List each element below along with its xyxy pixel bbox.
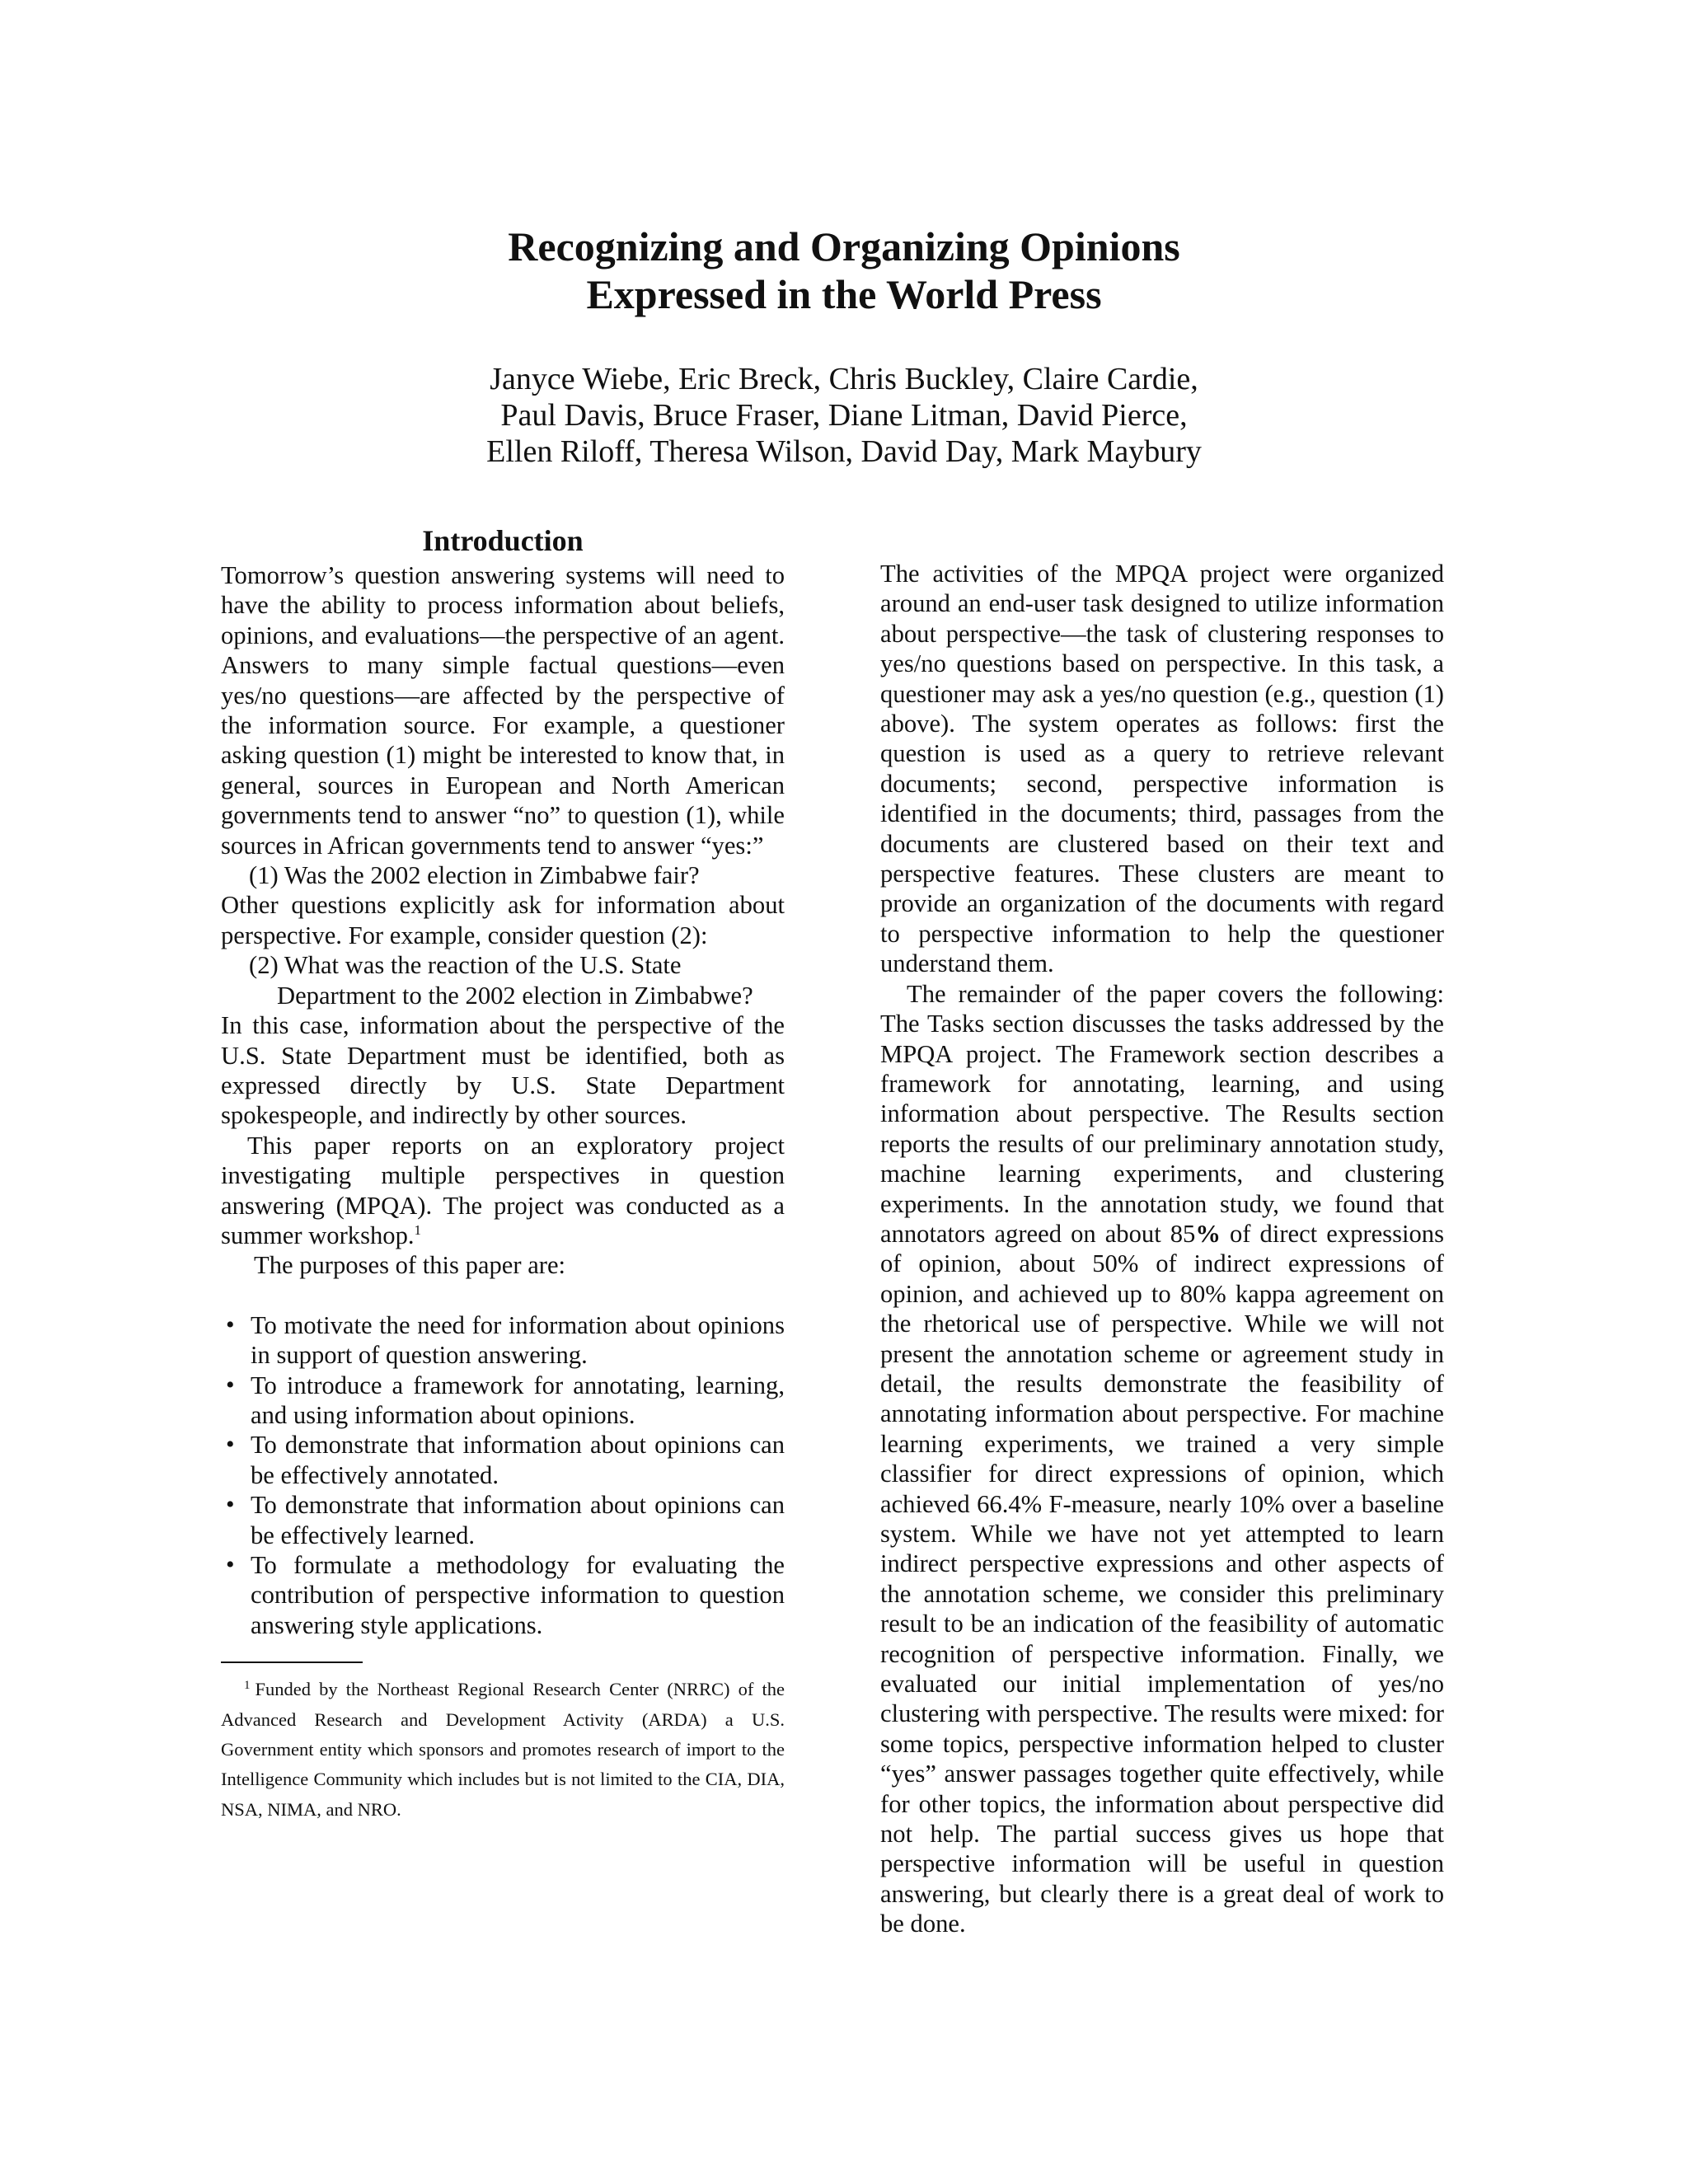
list-item — [221, 1310, 785, 1371]
list-item-text: To introduce a framework for annotating, learning, and using information about opinions. — [251, 1371, 785, 1429]
authors-line-1: Janyce Wiebe, Eric Breck, Chris Buckley, Claire Cardie, — [490, 362, 1198, 396]
footnote-text: Funded by the Northeast Regional Research Center (NRRC) of the Advanced Research and Development Activity (ARDA) a U.S. Government entity which sponsors and promotes research of import to the Intelligence Community which includes but is not limited to the CIA, DIA, NSA, NIMA, and NRO. — [221, 1679, 785, 1820]
author-list — [0, 361, 1688, 470]
bullet-icon: • — [226, 1431, 235, 1459]
right-paragraph-2-part-b: of direct expressions of opinion, about 50% of indirect expressions of opinion, and achieved up to 80% kappa agreement on the rhetorical use of perspective. While we will not present the annotation scheme or agreement study in detail, the results demonstrate the feasibility of annotating information about perspective. For machine learning experiments, we trained a very simple classifier for direct expressions of opinion, which achieved 66.4% F-measure, nearly 10% over a baseline system. While we have not yet attempted to learn indirect perspective expressions and other aspects of the annotation scheme, we consider this preliminary result to be an indication of the feasibility of automatic recognition of perspective information. Finally, we evaluated our initial implementation of yes/no clustering with perspective. The results were mixed: for some topics, perspective information helped to cluster “yes” answer passages together quite effectively, while for other topics, the information about perspective did not help. The partial success gives us hope that perspective information will be useful in question answering, but clearly there is a great deal of work to be done. — [880, 1219, 1444, 1938]
bullet-icon: • — [226, 1491, 235, 1519]
authors-line-2: Paul Davis, Bruce Fraser, Diane Litman, David Pierce, — [500, 398, 1188, 433]
list-item — [221, 1550, 785, 1640]
example-2-line-2: Department to the 2002 election in Zimbabwe? — [277, 981, 753, 1010]
list-item-text: To motivate the need for information about opinions in support of question answering. — [251, 1310, 785, 1370]
right-column — [880, 559, 1444, 1939]
title-line-1: Recognizing and Organizing Opinions — [508, 223, 1180, 269]
list-item — [221, 1430, 785, 1490]
authors-line-3: Ellen Riloff, Theresa Wilson, David Day, Mark Maybury — [486, 434, 1202, 469]
intro-paragraph-3: In this case, information about the perspective of the U.S. State Department must be identified, both as expressed directly by U.S. State Department spokespeople, and indirectly by other sources. — [221, 1011, 785, 1130]
bullet-icon: • — [226, 1551, 235, 1578]
percent-symbol: % — [1195, 1219, 1221, 1248]
example-2 — [221, 950, 785, 1010]
right-paragraph-1: The activities of the MPQA project were organized around an end-user task designed to utilize information about perspective—the task of clustering responses to yes/no questions based on perspective. In this task, a questioner may ask a yes/no question (e.g., question (1) above). The system operates as follows: first the question is used as a query to retrieve relevant documents; second, perspective information is identified in the documents; third, passages from the documents are clustered based on their text and perspective features. These clusters are meant to provide an organization of the documents with regard to perspective information to help the questioner understand them. — [880, 560, 1444, 978]
intro-paragraph-4 — [221, 1131, 785, 1251]
footnote-reference[interactable]: 1 — [414, 1221, 422, 1238]
section-heading-introduction: Introduction — [422, 524, 584, 557]
title-line-2: Expressed in the World Press — [586, 271, 1102, 317]
footnote-mark: 1 — [244, 1678, 251, 1692]
intro-paragraph-1: Tomorrow’s question answering systems will need to have the ability to process information about beliefs, opinions, and evaluations—the perspective of an agent. Answers to many simple factual questions—even yes/no questions—are affected by the perspective of the information source. For example, a questioner asking question (1) might be interested to know that, in general, sources in European and North American governments tend to answer “no” to question (1), while sources in African governments tend to answer “yes:” — [221, 561, 785, 860]
left-column — [221, 519, 785, 1825]
example-1: (1) Was the 2002 election in Zimbabwe fair? — [249, 861, 700, 890]
intro-paragraph-4-text: This paper reports on an exploratory project investigating multiple perspectives in question answering (MPQA). The project was conducted as a summer workshop. — [221, 1131, 785, 1249]
paper-title — [0, 223, 1688, 318]
bullet-icon: • — [226, 1371, 235, 1399]
footnote-divider — [221, 1661, 363, 1663]
right-paragraph-2 — [880, 979, 1444, 1939]
footnote — [221, 1675, 785, 1825]
right-paragraph-2-part-a: The remainder of the paper covers the following: The Tasks section discusses the tasks addressed by the MPQA project. The Framework section describes a framework for annotating, learning, and using information about perspective. The Results section reports the results of our preliminary annotation study, machine learning experiments, and clustering experiments. In the annotation study, we found that annotators agreed on about 85 — [880, 979, 1444, 1248]
example-2-line-1: (2) What was the reaction of the U.S. State — [249, 951, 682, 980]
list-item — [221, 1371, 785, 1431]
spacer — [221, 1281, 785, 1310]
purposes-list — [221, 1310, 785, 1640]
list-item — [221, 1490, 785, 1550]
bullet-icon: • — [226, 1310, 235, 1338]
list-item-text: To demonstrate that information about opinions can be effectively annotated. — [251, 1431, 785, 1489]
intro-paragraph-2: Other questions explicitly ask for information about perspective. For example, consider question (2): — [221, 891, 785, 949]
list-item-text: To demonstrate that information about opinions can be effectively learned. — [251, 1491, 785, 1549]
intro-paragraph-5: The purposes of this paper are: — [254, 1251, 566, 1280]
list-item-text: To formulate a methodology for evaluating the contribution of perspective information to question answering style applications. — [251, 1551, 785, 1639]
